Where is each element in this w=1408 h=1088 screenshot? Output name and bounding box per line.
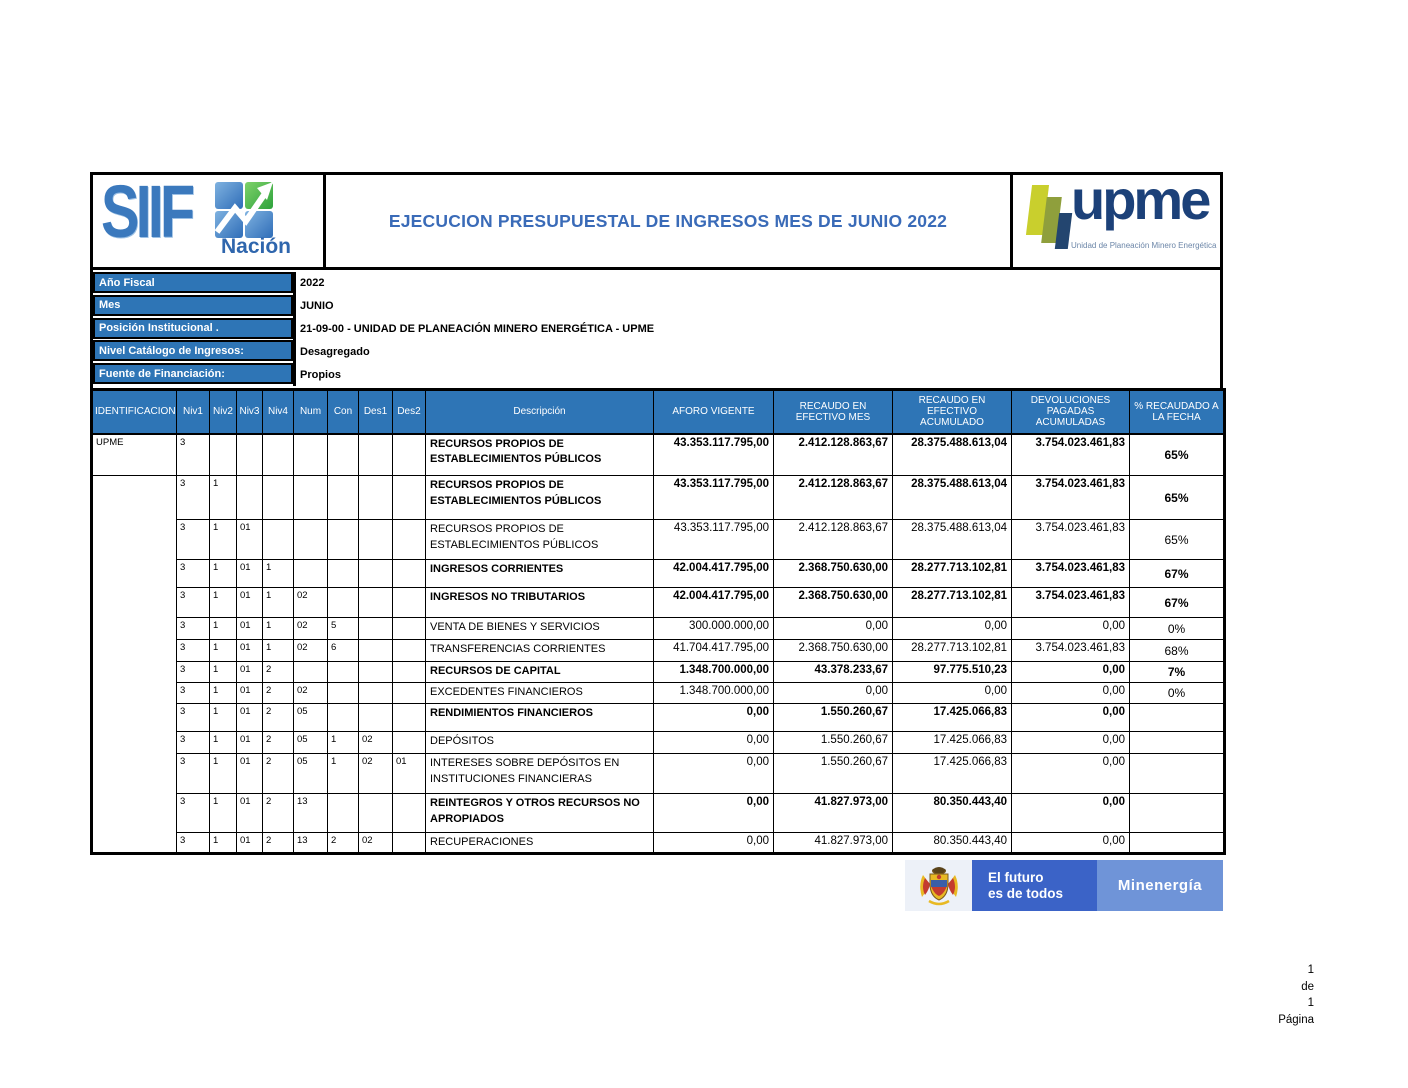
- recaudo-mes-cell: 43.378.233,67: [774, 662, 893, 683]
- niv3-cell: 01: [237, 833, 263, 854]
- niv2-cell: 1: [210, 560, 237, 588]
- des2-cell: [393, 520, 426, 560]
- niv1-cell: 3: [177, 732, 210, 754]
- num-cell: [294, 662, 328, 683]
- con-cell: 1: [328, 732, 359, 754]
- niv2-cell: 1: [210, 794, 237, 833]
- des1-cell: 02: [359, 754, 393, 794]
- niv1-cell: 3: [177, 662, 210, 683]
- niv1-cell: 3: [177, 683, 210, 704]
- siif-logo-subtext: Nación: [221, 235, 292, 258]
- des2-cell: [393, 618, 426, 640]
- banner-slogan: [972, 860, 1097, 911]
- num-cell: 05: [294, 704, 328, 732]
- aforo-vigente-cell: 0,00: [654, 704, 774, 732]
- report-header-band: [90, 172, 1223, 270]
- col-aforo-vigente: AFORO VIGENTE: [654, 390, 774, 434]
- recaudo-acumulado-cell: 28.375.488.613,04: [893, 434, 1012, 476]
- table-row: [92, 618, 1225, 640]
- recaudo-acumulado-cell: 0,00: [893, 618, 1012, 640]
- con-cell: [328, 520, 359, 560]
- des1-cell: [359, 476, 393, 520]
- des2-cell: [393, 434, 426, 476]
- niv2-cell: [210, 434, 237, 476]
- devoluciones-cell: 0,00: [1012, 833, 1130, 854]
- des1-cell: [359, 683, 393, 704]
- descripcion-cell: EXCEDENTES FINANCIEROS: [426, 683, 654, 704]
- table-row: [92, 640, 1225, 662]
- niv2-cell: 1: [210, 662, 237, 683]
- aforo-vigente-cell: 43.353.117.795,00: [654, 520, 774, 560]
- pct-recaudado-cell: 0%: [1130, 683, 1225, 704]
- des2-cell: [393, 683, 426, 704]
- recaudo-acumulado-cell: 28.277.713.102,81: [893, 588, 1012, 618]
- table-row: [92, 434, 1225, 476]
- recaudo-mes-cell: 2.368.750.630,00: [774, 560, 893, 588]
- info-label-posicion-institucional: Posición Institucional .: [93, 318, 293, 339]
- pct-recaudado-cell: [1130, 794, 1225, 833]
- table-row: [92, 560, 1225, 588]
- info-value-mes: JUNIO: [293, 295, 1220, 318]
- upme-logo-subtext: Unidad de Planeación Minero Energética: [1071, 241, 1217, 250]
- recaudo-mes-cell: 41.827.973,00: [774, 794, 893, 833]
- niv4-cell: 1: [263, 560, 294, 588]
- descripcion-cell: INTERESES SOBRE DEPÓSITOS EN INSTITUCIONES FINANCIERAS: [426, 754, 654, 794]
- niv3-cell: 01: [237, 588, 263, 618]
- col-des2: Des2: [393, 390, 426, 434]
- pct-recaudado-cell: 65%: [1130, 434, 1225, 476]
- niv3-cell: 01: [237, 794, 263, 833]
- info-label-ano-fiscal: Año Fiscal: [93, 272, 293, 293]
- devoluciones-cell: 3.754.023.461,83: [1012, 560, 1130, 588]
- con-cell: 2: [328, 833, 359, 854]
- aforo-vigente-cell: 0,00: [654, 754, 774, 794]
- table-row: [92, 833, 1225, 854]
- recaudo-acumulado-cell: 28.277.713.102,81: [893, 640, 1012, 662]
- recaudo-acumulado-cell: 28.375.488.613,04: [893, 476, 1012, 520]
- des1-cell: 02: [359, 833, 393, 854]
- pct-recaudado-cell: [1130, 754, 1225, 794]
- upme-logo-text: upme: [1071, 175, 1209, 231]
- num-cell: 02: [294, 640, 328, 662]
- col-identificacion: IDENTIFICACION: [92, 390, 177, 434]
- niv2-cell: 1: [210, 476, 237, 520]
- table-header-row: [92, 390, 1225, 434]
- info-label-mes: Mes: [93, 295, 293, 316]
- identificacion-cell: UPME: [92, 434, 177, 476]
- descripcion-cell: RECURSOS PROPIOS DE ESTABLECIMIENTOS PÚBLICOS: [426, 434, 654, 476]
- page-word: Página: [1278, 1013, 1314, 1026]
- descripcion-cell: RENDIMIENTOS FINANCIEROS: [426, 704, 654, 732]
- info-label-fuente-financiacion: Fuente de Financiación:: [93, 363, 293, 384]
- recaudo-acumulado-cell: 17.425.066,83: [893, 754, 1012, 794]
- descripcion-cell: REINTEGROS Y OTROS RECURSOS NO APROPIADOS: [426, 794, 654, 833]
- recaudo-mes-cell: 41.827.973,00: [774, 833, 893, 854]
- table-row: [92, 754, 1225, 794]
- recaudo-acumulado-cell: 80.350.443,40: [893, 794, 1012, 833]
- devoluciones-cell: 3.754.023.461,83: [1012, 588, 1130, 618]
- niv2-cell: 1: [210, 704, 237, 732]
- niv3-cell: 01: [237, 560, 263, 588]
- pct-recaudado-cell: 65%: [1130, 476, 1225, 520]
- table-row: [92, 588, 1225, 618]
- col-num: Num: [294, 390, 328, 434]
- aforo-vigente-cell: 0,00: [654, 794, 774, 833]
- des2-cell: [393, 704, 426, 732]
- info-row: [93, 363, 1220, 386]
- des2-cell: [393, 476, 426, 520]
- num-cell: 13: [294, 833, 328, 854]
- recaudo-acumulado-cell: 0,00: [893, 683, 1012, 704]
- niv3-cell: 01: [237, 732, 263, 754]
- descripcion-cell: VENTA DE BIENES Y SERVICIOS: [426, 618, 654, 640]
- niv3-cell: 01: [237, 754, 263, 794]
- recaudo-mes-cell: 1.550.260,67: [774, 732, 893, 754]
- niv3-cell: 01: [237, 662, 263, 683]
- des1-cell: [359, 560, 393, 588]
- num-cell: [294, 520, 328, 560]
- con-cell: 1: [328, 754, 359, 794]
- des1-cell: [359, 662, 393, 683]
- niv1-cell: 3: [177, 794, 210, 833]
- pct-recaudado-cell: 67%: [1130, 588, 1225, 618]
- devoluciones-cell: 0,00: [1012, 683, 1130, 704]
- recaudo-mes-cell: 2.368.750.630,00: [774, 588, 893, 618]
- niv3-cell: 01: [237, 704, 263, 732]
- con-cell: [328, 794, 359, 833]
- aforo-vigente-cell: 1.348.700.000,00: [654, 683, 774, 704]
- col-niv3: Niv3: [237, 390, 263, 434]
- info-row: [93, 318, 1220, 341]
- siif-nacion-logo: [93, 175, 326, 267]
- table-row: [92, 476, 1225, 520]
- des1-cell: [359, 520, 393, 560]
- page-indicator: [1238, 962, 1314, 1028]
- niv1-cell: 3: [177, 618, 210, 640]
- col-des1: Des1: [359, 390, 393, 434]
- colombia-coat-of-arms-icon: [917, 865, 961, 907]
- aforo-vigente-cell: 43.353.117.795,00: [654, 476, 774, 520]
- niv2-cell: 1: [210, 588, 237, 618]
- info-value-nivel-catalogo: Desagregado: [293, 340, 1220, 363]
- aforo-vigente-cell: 1.348.700.000,00: [654, 662, 774, 683]
- niv2-cell: 1: [210, 520, 237, 560]
- des2-cell: [393, 640, 426, 662]
- col-devoluciones: DEVOLUCIONES PAGADAS ACUMULADAS: [1012, 390, 1130, 434]
- des1-cell: [359, 704, 393, 732]
- pct-recaudado-cell: [1130, 704, 1225, 732]
- niv4-cell: 1: [263, 588, 294, 618]
- devoluciones-cell: 0,00: [1012, 732, 1130, 754]
- pct-recaudado-cell: 65%: [1130, 520, 1225, 560]
- des2-cell: [393, 588, 426, 618]
- num-cell: [294, 560, 328, 588]
- devoluciones-cell: 0,00: [1012, 794, 1130, 833]
- aforo-vigente-cell: 43.353.117.795,00: [654, 434, 774, 476]
- devoluciones-cell: 3.754.023.461,83: [1012, 434, 1130, 476]
- niv3-cell: 01: [237, 683, 263, 704]
- niv4-cell: 2: [263, 732, 294, 754]
- niv4-cell: [263, 476, 294, 520]
- con-cell: [328, 434, 359, 476]
- niv4-cell: [263, 520, 294, 560]
- des1-cell: [359, 588, 393, 618]
- niv1-cell: 3: [177, 560, 210, 588]
- page-number: 1: [1307, 964, 1314, 976]
- num-cell: 05: [294, 732, 328, 754]
- niv4-cell: 2: [263, 754, 294, 794]
- col-pct-recaudado: % RECAUDADO A LA FECHA: [1130, 390, 1225, 434]
- recaudo-mes-cell: 1.550.260,67: [774, 754, 893, 794]
- devoluciones-cell: 0,00: [1012, 704, 1130, 732]
- descripcion-cell: TRANSFERENCIAS CORRIENTES: [426, 640, 654, 662]
- con-cell: [328, 588, 359, 618]
- aforo-vigente-cell: 300.000.000,00: [654, 618, 774, 640]
- con-cell: 5: [328, 618, 359, 640]
- des1-cell: [359, 640, 393, 662]
- con-cell: [328, 683, 359, 704]
- page-of-label: de: [1301, 980, 1314, 993]
- siif-logo-text: SIIF: [101, 175, 192, 253]
- num-cell: 02: [294, 588, 328, 618]
- recaudo-mes-cell: 2.368.750.630,00: [774, 640, 893, 662]
- niv3-cell: 01: [237, 640, 263, 662]
- des2-cell: 01: [393, 754, 426, 794]
- des2-cell: [393, 794, 426, 833]
- niv4-cell: [263, 434, 294, 476]
- con-cell: [328, 560, 359, 588]
- identificacion-merged-cell: [92, 476, 177, 854]
- pct-recaudado-cell: 7%: [1130, 662, 1225, 683]
- recaudo-mes-cell: 1.550.260,67: [774, 704, 893, 732]
- devoluciones-cell: 3.754.023.461,83: [1012, 520, 1130, 560]
- title-box: [326, 175, 1010, 267]
- aforo-vigente-cell: 41.704.417.795,00: [654, 640, 774, 662]
- niv1-cell: 3: [177, 588, 210, 618]
- recaudo-mes-cell: 0,00: [774, 683, 893, 704]
- col-con: Con: [328, 390, 359, 434]
- niv3-cell: 01: [237, 520, 263, 560]
- pct-recaudado-cell: 68%: [1130, 640, 1225, 662]
- descripcion-cell: INGRESOS NO TRIBUTARIOS: [426, 588, 654, 618]
- des1-cell: 02: [359, 732, 393, 754]
- niv4-cell: 2: [263, 833, 294, 854]
- niv2-cell: 1: [210, 732, 237, 754]
- aforo-vigente-cell: 42.004.417.795,00: [654, 560, 774, 588]
- info-value-ano-fiscal: 2022: [293, 272, 1220, 295]
- table-row: [92, 732, 1225, 754]
- recaudo-mes-cell: 2.412.128.863,67: [774, 520, 893, 560]
- recaudo-mes-cell: 0,00: [774, 618, 893, 640]
- budget-execution-table: [90, 388, 1226, 855]
- con-cell: [328, 662, 359, 683]
- niv4-cell: 1: [263, 618, 294, 640]
- devoluciones-cell: 0,00: [1012, 662, 1130, 683]
- info-value-posicion-institucional: 21-09-00 - UNIDAD DE PLANEACIÓN MINERO ENERGÉTICA - UPME: [293, 318, 1220, 341]
- niv4-cell: 2: [263, 794, 294, 833]
- col-niv1: Niv1: [177, 390, 210, 434]
- info-value-fuente-financiacion: Propios: [293, 363, 1220, 386]
- page-total: 1: [1307, 997, 1314, 1009]
- con-cell: [328, 476, 359, 520]
- descripcion-cell: RECURSOS DE CAPITAL: [426, 662, 654, 683]
- niv3-cell: [237, 434, 263, 476]
- siif-trend-arrow-icon: [213, 180, 275, 240]
- recaudo-mes-cell: 2.412.128.863,67: [774, 476, 893, 520]
- banner-brand-minenergia: Minenergía: [1097, 860, 1223, 911]
- table-row: [92, 704, 1225, 732]
- aforo-vigente-cell: 0,00: [654, 732, 774, 754]
- devoluciones-cell: 3.754.023.461,83: [1012, 476, 1130, 520]
- devoluciones-cell: 3.754.023.461,83: [1012, 640, 1130, 662]
- niv2-cell: 1: [210, 833, 237, 854]
- niv3-cell: 01: [237, 618, 263, 640]
- col-recaudo-acumulado: RECAUDO EN EFECTIVO ACUMULADO: [893, 390, 1012, 434]
- info-label-nivel-catalogo: Nivel Catálogo de Ingresos:: [93, 340, 293, 361]
- pct-recaudado-cell: [1130, 833, 1225, 854]
- niv2-cell: 1: [210, 640, 237, 662]
- recaudo-acumulado-cell: 80.350.443,40: [893, 833, 1012, 854]
- des2-cell: [393, 833, 426, 854]
- table-body: [92, 434, 1225, 854]
- table-row: [92, 683, 1225, 704]
- des2-cell: [393, 560, 426, 588]
- col-niv4: Niv4: [263, 390, 294, 434]
- aforo-vigente-cell: 0,00: [654, 833, 774, 854]
- des2-cell: [393, 662, 426, 683]
- num-cell: 02: [294, 618, 328, 640]
- banner-arms-section: [905, 860, 972, 911]
- col-descripcion: Descripción: [426, 390, 654, 434]
- descripcion-cell: RECUPERACIONES: [426, 833, 654, 854]
- government-banner: [905, 860, 1223, 911]
- pct-recaudado-cell: 0%: [1130, 618, 1225, 640]
- des1-cell: [359, 434, 393, 476]
- devoluciones-cell: 0,00: [1012, 618, 1130, 640]
- niv1-cell: 3: [177, 640, 210, 662]
- descripcion-cell: INGRESOS CORRIENTES: [426, 560, 654, 588]
- report-document: [90, 172, 1223, 911]
- con-cell: 6: [328, 640, 359, 662]
- descripcion-cell: DEPÓSITOS: [426, 732, 654, 754]
- niv4-cell: 2: [263, 704, 294, 732]
- table-row: [92, 794, 1225, 833]
- recaudo-acumulado-cell: 17.425.066,83: [893, 732, 1012, 754]
- niv1-cell: 3: [177, 704, 210, 732]
- niv1-cell: 3: [177, 520, 210, 560]
- num-cell: [294, 476, 328, 520]
- num-cell: 02: [294, 683, 328, 704]
- des2-cell: [393, 732, 426, 754]
- col-recaudo-mes: RECAUDO EN EFECTIVO MES: [774, 390, 893, 434]
- pct-recaudado-cell: [1130, 732, 1225, 754]
- report-title: EJECUCION PRESUPUESTAL DE INGRESOS MES DE JUNIO 2022: [388, 210, 948, 231]
- devoluciones-cell: 0,00: [1012, 754, 1130, 794]
- recaudo-acumulado-cell: 28.375.488.613,04: [893, 520, 1012, 560]
- des1-cell: [359, 618, 393, 640]
- info-row: [93, 295, 1220, 318]
- niv1-cell: 3: [177, 476, 210, 520]
- upme-logo: [1010, 175, 1220, 267]
- niv3-cell: [237, 476, 263, 520]
- num-cell: [294, 434, 328, 476]
- niv2-cell: 1: [210, 618, 237, 640]
- recaudo-acumulado-cell: 28.277.713.102,81: [893, 560, 1012, 588]
- table-row: [92, 662, 1225, 683]
- report-info-fields: [90, 270, 1223, 388]
- recaudo-acumulado-cell: 97.775.510,23: [893, 662, 1012, 683]
- aforo-vigente-cell: 42.004.417.795,00: [654, 588, 774, 618]
- niv4-cell: 2: [263, 662, 294, 683]
- info-row: [93, 272, 1220, 295]
- table-row: [92, 520, 1225, 560]
- niv2-cell: 1: [210, 754, 237, 794]
- recaudo-mes-cell: 2.412.128.863,67: [774, 434, 893, 476]
- col-niv2: Niv2: [210, 390, 237, 434]
- descripcion-cell: RECURSOS PROPIOS DE ESTABLECIMIENTOS PÚBLICOS: [426, 520, 654, 560]
- niv1-cell: 3: [177, 833, 210, 854]
- banner-slogan-line2: es de todos: [988, 885, 1064, 901]
- niv4-cell: 1: [263, 640, 294, 662]
- niv1-cell: 3: [177, 754, 210, 794]
- niv1-cell: 3: [177, 434, 210, 476]
- num-cell: 13: [294, 794, 328, 833]
- niv4-cell: 2: [263, 683, 294, 704]
- descripcion-cell: RECURSOS PROPIOS DE ESTABLECIMIENTOS PÚBLICOS: [426, 476, 654, 520]
- con-cell: [328, 704, 359, 732]
- banner-slogan-line1: El futuro: [988, 869, 1044, 885]
- recaudo-acumulado-cell: 17.425.066,83: [893, 704, 1012, 732]
- des1-cell: [359, 794, 393, 833]
- pct-recaudado-cell: 67%: [1130, 560, 1225, 588]
- niv2-cell: 1: [210, 683, 237, 704]
- num-cell: 05: [294, 754, 328, 794]
- info-row: [93, 340, 1220, 363]
